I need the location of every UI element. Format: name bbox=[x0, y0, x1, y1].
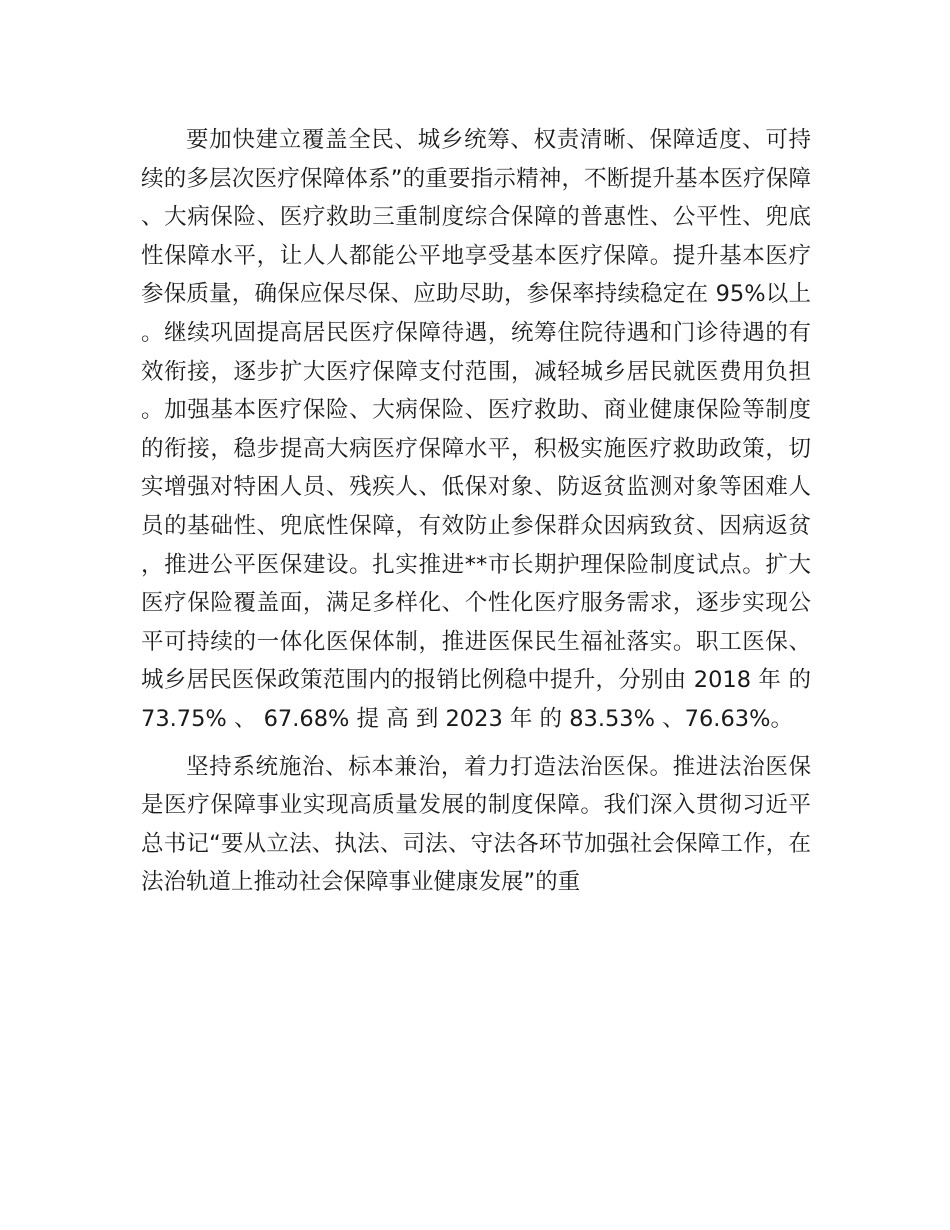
paragraph-medical-security-system: 要加快建立覆盖全民、城乡统筹、权责清晰、保障适度、可持续的多层次医疗保障体系”的重要指示精神，不断提升基本医疗保障、大病保险、医疗救助三重制度综合保障的普惠性、公平性、兜底性保障水平，让人人都能公平地享受基本医疗保障。提升基本医疗参保质量，确保应保尽保、应助尽助，参保率持续稳定在 95%以上。继续巩固提高居民医疗保障待遇，统筹住院待遇和门诊待遇的有效衔接，逐步扩大医疗保障支付范围，减轻城乡居民就医费用负担。加强基本医疗保险、大病保险、医疗救助、商业健康保险等制度的衔接，稳步提高大病医疗保障水平，积极实施医疗救助政策，切实增强对特困人员、残疾人、低保对象、防返贫监测对象等困难人员的基础性、兜底性保障，有效防止参保群众因病致贫、因病返贫，推进公平医保建设。扎实推进**市长期护理保险制度试点。扩大医疗保险覆盖面，满足多样化、个性化医疗服务需求，逐步实现公平可持续的一体化医保体制，推进医保民生福祉落实。职工医保、城乡居民医保政策范围内的报销比例稳中提升，分别由 2018 年 的 73.75% 、 67.68% 提 高 到 2023 年 的 83.53% 、76.63%。 bbox=[141, 127, 811, 732]
paragraph-rule-of-law-medical-insurance: 坚持系统施治、标本兼治，着力打造法治医保。推进法治医保是医疗保障事业实现高质量发展的制度保障。我们深入贯彻习近平总书记“要从立法、执法、司法、守法各环节加强社会保障工作，在法治轨道上推动社会保障事业健康发展”的重 bbox=[141, 753, 811, 896]
document-body bbox=[141, 121, 811, 902]
